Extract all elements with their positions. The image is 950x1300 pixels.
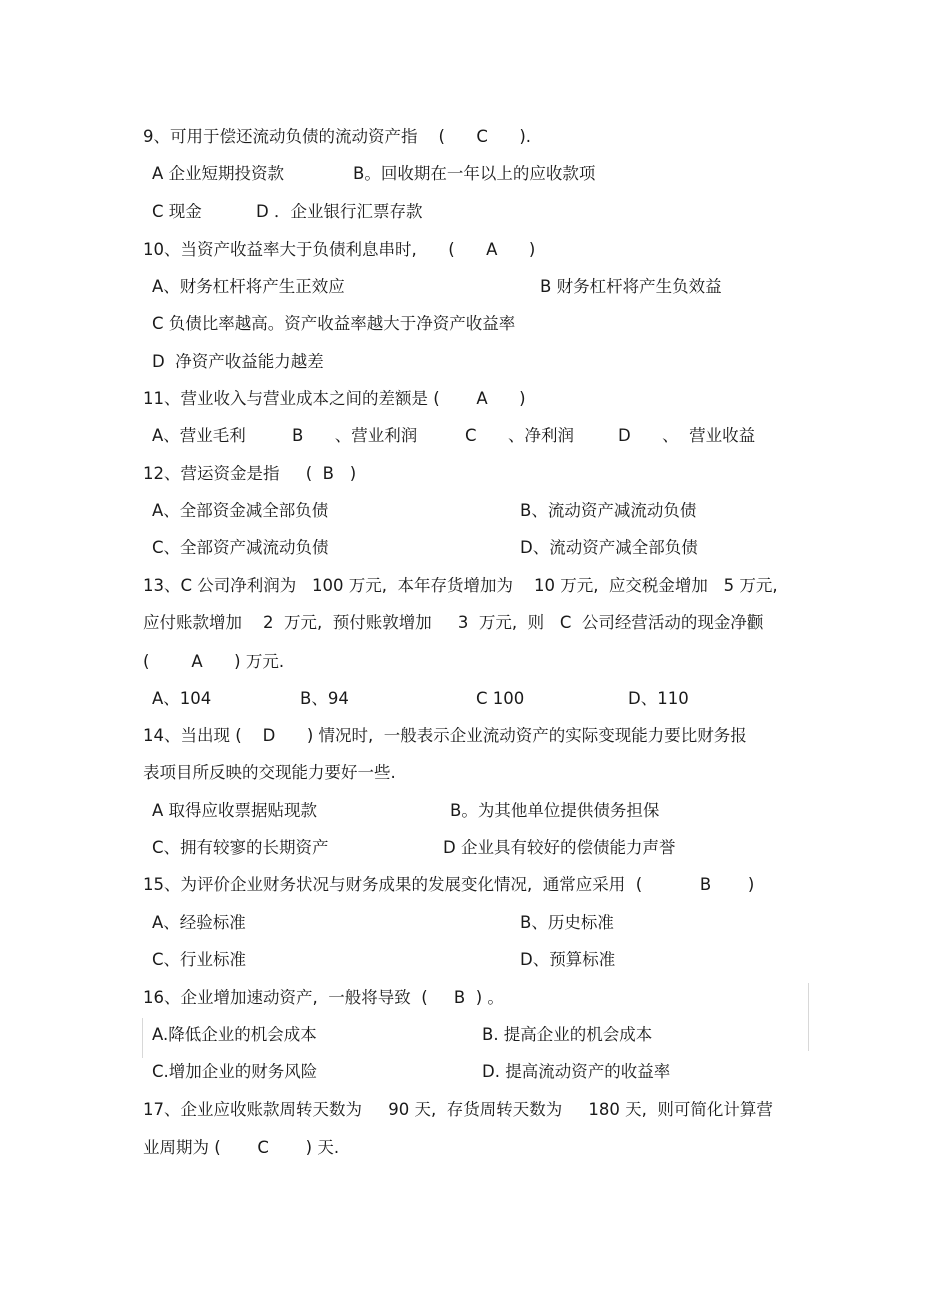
question-16-frame-left <box>142 1018 143 1058</box>
question-15-option-b: B、历史标准 <box>520 913 614 932</box>
question-13-option-a: A、104 <box>152 689 212 708</box>
question-15-option-d: D、预算标准 <box>520 950 616 969</box>
question-12-option-c: C、全部资产减流动负债 <box>152 538 329 557</box>
question-12-option-a: A、全部资金减全部负债 <box>152 501 329 520</box>
question-9-option-c: C 现金 <box>152 202 202 221</box>
question-14-stem-line-2: 表项目所反映的交现能力要好一些. <box>143 763 396 782</box>
question-13-stem-line-3: ( A ) 万元. <box>143 652 285 671</box>
question-13-option-c: C 100 <box>476 689 525 708</box>
question-10-stem: 10、当资产收益率大于负债利息串时, ( A ) <box>143 240 536 259</box>
question-12-stem: 12、营运资金是指 ( B ) <box>143 464 357 483</box>
question-16-option-b: B. 提高企业的机会成本 <box>482 1025 653 1044</box>
question-16-stem: 16、企业增加速动资产, 一般将导致 ( B ) 。 <box>143 988 504 1007</box>
question-14-option-a: A 取得应收票据贴现款 <box>152 801 318 820</box>
question-11-option-c: C 、净利润 <box>465 426 574 445</box>
question-16-option-d: D. 提高流动资产的收益率 <box>482 1062 671 1081</box>
question-16-frame-right <box>808 983 809 1051</box>
question-11-option-d: D 、 营业收益 <box>618 426 756 445</box>
question-13-stem-line-1: 13、C 公司净利润为 100 万元, 本年存货增加为 10 万元, 应交税金增加 5 万元, <box>143 576 778 595</box>
question-14-option-c: C、拥有较寥的长期资产 <box>152 838 329 857</box>
question-15-stem: 15、为评价企业财务状况与财务成果的发展变化情况, 通常应采用 ( B ) <box>143 875 755 894</box>
question-16-option-a: A.降低企业的机会成本 <box>152 1025 317 1044</box>
question-13-stem-line-2: 应付账款增加 2 万元, 预付账敦增加 3 万元, 则 C 公司经营活动的现金净颧 <box>143 613 764 632</box>
question-15-option-c: C、行业标准 <box>152 950 247 969</box>
question-9-option-b: B。回收期在一年以上的应收款项 <box>353 164 596 183</box>
question-10-option-c: C 负债比率越高。资产收益率越大于净资产收益率 <box>152 314 516 333</box>
question-10-option-a: A、财务杠杆将产生正效应 <box>152 277 345 296</box>
question-14-option-b: B。为其他单位提供债务担保 <box>450 801 660 820</box>
question-16-option-c: C.增加企业的财务风险 <box>152 1062 318 1081</box>
question-17-stem-line-2: 业周期为 ( C ) 天. <box>143 1138 340 1157</box>
question-15-option-a: A、经验标准 <box>152 913 246 932</box>
question-12-option-d: D、流动资产减全部负债 <box>520 538 698 557</box>
question-11-option-a: A、营业毛利 <box>152 426 246 445</box>
question-13-option-b: B、94 <box>300 689 349 708</box>
question-12-option-b: B、流动资产减流动负债 <box>520 501 697 520</box>
question-10-option-d: D 净资产收益能力越差 <box>152 352 324 371</box>
question-11-option-b: B 、营业利润 <box>292 426 418 445</box>
question-11-stem: 11、营业收入与营业成本之间的差额是 ( A ) <box>143 389 526 408</box>
question-14-option-d: D 企业具有较好的偿债能力声誉 <box>443 838 676 857</box>
question-13-option-d: D、110 <box>628 689 689 708</box>
question-9-option-a: A 企业短期投资款 <box>152 164 285 183</box>
question-10-option-b: B 财务杠杆将产生负效益 <box>540 277 722 296</box>
question-9-stem: 9、可用于偿还流动负债的流动资产指 ( C ). <box>143 127 532 146</box>
question-9-option-d: D ．企业银行汇票存款 <box>256 202 423 221</box>
question-17-stem-line-1: 17、企业应收账款周转天数为 90 天, 存货周转天数为 180 天, 则可简化计算营 <box>143 1100 773 1119</box>
question-14-stem-line-1: 14、当出现 ( D ) 情况时, 一般表示企业流动资产的实际变现能力要比财务报 <box>143 726 747 745</box>
